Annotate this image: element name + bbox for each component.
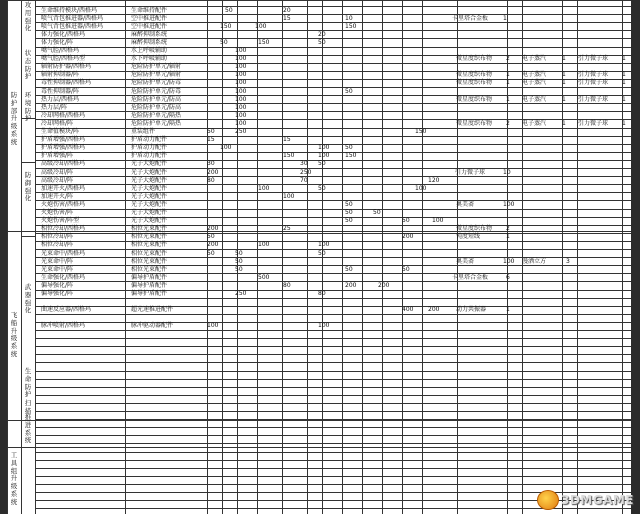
- material-value: 1: [506, 79, 510, 87]
- item-part: 光子大炮配件: [131, 168, 168, 176]
- material-value: 引力微子球: [578, 119, 609, 127]
- item-name: 高级冷却/阵: [41, 168, 74, 176]
- material-value: 动力共振器: [456, 306, 487, 314]
- material-value: 15: [283, 14, 291, 22]
- grid-col-line: [342, 0, 343, 514]
- material-value: 200: [207, 241, 219, 249]
- material-value: 120: [428, 176, 440, 184]
- material-value: 2: [506, 225, 510, 233]
- item-name: 生命强化/西格玛: [41, 273, 86, 281]
- material-value: 100: [235, 111, 247, 119]
- item-part: 光子大炮配件: [131, 160, 168, 168]
- item-name: 相位冷却/阵: [41, 233, 74, 241]
- material-value: 50: [318, 38, 326, 46]
- material-value: 微星度织布物: [456, 79, 493, 87]
- item-name: 脉冲喷射/西格玛: [41, 322, 86, 330]
- subsection-divider: [21, 236, 35, 237]
- item-part: 偏导护盾配件: [131, 273, 168, 281]
- section-divider: [7, 0, 631, 1]
- material-value: 1: [506, 71, 510, 79]
- grid-col-line: [207, 0, 208, 514]
- grid-col-line: [382, 0, 383, 514]
- material-value: 3: [566, 257, 570, 265]
- item-name: 喷气背包推进器/西格玛: [41, 14, 104, 22]
- material-value: 50: [345, 265, 353, 273]
- material-value: 100: [207, 322, 219, 330]
- item-part: 危险防护单元/防高: [131, 95, 182, 103]
- material-value: 400: [402, 306, 414, 314]
- material-value: 250: [300, 168, 312, 176]
- item-name: 护盾增强/阵: [41, 152, 74, 160]
- material-value: 50: [318, 249, 326, 257]
- material-value: 1: [506, 306, 510, 314]
- material-value: 20: [318, 30, 326, 38]
- material-value: 2: [506, 55, 510, 63]
- grid-col-line: [362, 0, 363, 514]
- grid-col-line: [422, 0, 423, 514]
- section-label-defense: 防护部升级系统: [10, 91, 18, 146]
- item-part: 麻醉抑制系统: [131, 30, 168, 38]
- material-value: 100: [318, 322, 330, 330]
- material-value: 100: [235, 63, 247, 71]
- material-value: 引力微子球: [578, 55, 609, 63]
- item-name: 嘴气腔/西格玛型: [41, 55, 86, 63]
- material-value: 微星度织布物: [456, 119, 493, 127]
- material-value: 100: [235, 55, 247, 63]
- item-name: 辐射抑制器/阵: [41, 71, 80, 79]
- material-value: 100: [258, 184, 270, 192]
- item-name: 相位冷却/西格玛: [41, 225, 86, 233]
- item-name: 加速开火/西格玛: [41, 184, 86, 192]
- material-value: 50: [207, 249, 215, 257]
- material-value: 100: [283, 192, 295, 200]
- item-part: 护盾动力配件: [131, 144, 168, 152]
- item-part: 麻醉抑制系统: [131, 38, 168, 46]
- material-value: 100: [258, 241, 270, 249]
- material-value: 50: [402, 265, 410, 273]
- material-value: 80: [283, 281, 291, 289]
- section-label-weapon: 武器强化: [24, 283, 32, 315]
- material-value: 漫洒立方: [522, 257, 547, 265]
- material-value: 引力微子球: [578, 71, 609, 79]
- material-value: 1: [562, 79, 566, 87]
- material-value: 50: [318, 184, 326, 192]
- material-value: 30: [300, 160, 308, 168]
- item-part: 光子大炮配件: [131, 200, 168, 208]
- item-name: 冷却网格/西格玛: [41, 111, 86, 119]
- item-name: 嘴气腔/西格玛: [41, 47, 80, 54]
- material-value: 50: [345, 87, 353, 95]
- item-name: 火炮伤害/西格玛: [41, 200, 86, 208]
- material-value: 50: [225, 6, 233, 14]
- item-part: 相位光束配件: [131, 233, 168, 241]
- material-value: 引力微子球: [578, 79, 609, 87]
- item-part: 危险防护单元/辐射: [131, 63, 182, 71]
- material-value: 卡里塔合金板: [452, 14, 489, 22]
- material-value: 电子蒸汽: [522, 71, 547, 79]
- material-value: 钝度短线: [456, 233, 481, 241]
- item-part: 危险防护单元/防毒: [131, 87, 182, 95]
- material-value: 1: [622, 79, 626, 87]
- material-value: 50: [345, 217, 353, 225]
- item-part: 危险防护单元/防高: [131, 103, 182, 111]
- material-value: 100: [255, 22, 267, 30]
- material-value: 1: [562, 71, 566, 79]
- item-name: 毒性抑制器/西格玛: [41, 79, 92, 87]
- item-part: 相位光束配件: [131, 257, 168, 265]
- material-value: 150: [345, 152, 357, 160]
- item-part: 光子大炮配件: [131, 217, 168, 225]
- material-value: 1: [503, 14, 507, 22]
- grid-col-line: [35, 0, 36, 514]
- material-value: 奥美斋: [456, 257, 475, 265]
- item-part: 偏导护盾配件: [131, 281, 168, 289]
- item-name: 毒性抑制器/阵: [41, 87, 80, 95]
- material-value: 200: [345, 281, 357, 289]
- section-divider: [7, 447, 631, 448]
- site-watermark: [537, 490, 634, 510]
- material-value: 50: [318, 160, 326, 168]
- material-value: 100: [318, 241, 330, 249]
- material-value: 奥美斋: [456, 200, 475, 208]
- material-value: 1: [506, 95, 510, 103]
- section-label-fly: 飞船升级系统: [10, 311, 18, 358]
- grid-col-line: [21, 0, 22, 514]
- material-value: 200: [207, 225, 219, 233]
- material-value: 100: [220, 144, 232, 152]
- item-part: 水上呼吸辅助: [131, 47, 168, 54]
- material-value: 50: [235, 249, 243, 257]
- subsection-divider: [21, 162, 35, 163]
- grid-col-line: [402, 0, 403, 514]
- material-value: 100: [318, 144, 330, 152]
- material-value: 25: [283, 225, 291, 233]
- material-value: 1: [622, 55, 626, 63]
- item-part: 护盾动力配件: [131, 136, 168, 144]
- material-value: 70: [300, 176, 308, 184]
- material-value: 100: [235, 87, 247, 95]
- material-value: 2: [506, 119, 510, 127]
- item-name: 热力层/西格玛: [41, 95, 80, 103]
- material-value: 50: [235, 257, 243, 265]
- item-part: 光子大炮配件: [131, 184, 168, 192]
- material-value: 微星度织布物: [456, 225, 493, 233]
- item-part: 重装组件: [131, 128, 156, 135]
- material-value: 150: [283, 152, 295, 160]
- section-divider: [7, 231, 631, 232]
- item-name: 体力强化/西格玛: [41, 30, 86, 38]
- item-name: 护盾增强/西格玛: [41, 136, 86, 144]
- material-value: 1: [622, 95, 626, 103]
- item-part: 危险防护单元/隔热: [131, 119, 182, 127]
- item-part: 超光速推进配件: [131, 306, 174, 314]
- material-value: 1: [622, 71, 626, 79]
- section-label-propel: 推进系统: [24, 413, 32, 445]
- item-name: 热力层/阵: [41, 103, 68, 111]
- item-name: 曲速反应器/西格玛: [41, 306, 92, 314]
- item-name: 体力强化/阵: [41, 38, 74, 46]
- material-value: 50: [402, 217, 410, 225]
- item-name: 生命值模块/阵: [41, 128, 80, 135]
- material-value: 15: [207, 136, 215, 144]
- material-value: 微星度织布物: [456, 71, 493, 79]
- item-name: 火炮伤害/阵: [41, 209, 74, 216]
- item-part: 相位光束配件: [131, 249, 168, 257]
- item-part: 光子大炮配件: [131, 176, 168, 184]
- material-value: 微星度织布物: [456, 95, 493, 103]
- material-value: 1: [622, 119, 626, 127]
- material-value: 200: [428, 306, 440, 314]
- material-value: 500: [258, 273, 270, 281]
- item-name: 高级冷却/阵: [41, 176, 74, 184]
- material-value: 10: [345, 14, 353, 22]
- item-part: 相位光束配件: [131, 265, 168, 273]
- item-name: 护盾增强/西格玛: [41, 144, 86, 152]
- item-name: 相位冷却/阵: [41, 241, 74, 249]
- material-value: 100: [415, 184, 427, 192]
- section-label-attack: 攻用强化: [24, 1, 32, 33]
- material-value: 50: [345, 209, 353, 216]
- section-label-status: 状态防护: [24, 49, 32, 81]
- item-part: 危险防护单元/辐射: [131, 71, 182, 79]
- material-value: 200: [378, 281, 390, 289]
- material-value: 100: [235, 47, 247, 54]
- watermark-text: 3DMGAME: [560, 493, 634, 507]
- material-value: 100: [235, 119, 247, 127]
- material-value: 30: [207, 160, 215, 168]
- material-value: 15: [283, 136, 291, 144]
- item-name: 生命维持模块/西格玛: [41, 6, 98, 14]
- material-value: 100: [503, 257, 515, 265]
- material-value: 50: [207, 128, 215, 135]
- material-value: 150: [415, 128, 427, 135]
- material-value: 卡里塔合金板: [452, 273, 489, 281]
- material-value: 80: [207, 176, 215, 184]
- item-name: 光束命中/阵: [41, 257, 74, 265]
- item-name: 偏导强化/阵: [41, 281, 74, 289]
- material-value: 100: [235, 71, 247, 79]
- material-value: 150: [258, 38, 270, 46]
- material-value: 50: [235, 265, 243, 273]
- grid-col-line: [222, 0, 223, 514]
- item-part: 水下呼吸辅助: [131, 55, 168, 63]
- material-value: 100: [235, 103, 247, 111]
- material-value: 1: [562, 119, 566, 127]
- material-value: 100: [235, 79, 247, 87]
- section-label-tools: 工具组升级系统: [10, 451, 18, 506]
- upgrade-materials-table: [7, 0, 631, 514]
- material-value: 电子蒸汽: [522, 95, 547, 103]
- item-name: 辐射防护器/西格玛: [41, 63, 92, 71]
- grid-col-line: [282, 0, 283, 514]
- section-divider: [7, 420, 631, 421]
- material-value: 250: [235, 128, 247, 135]
- item-part: 脉冲驱动器配件: [131, 322, 174, 330]
- item-part: 相位光束配件: [131, 225, 168, 233]
- item-part: 光子大炮配件: [131, 192, 168, 200]
- item-name: 高级冷却/西格玛: [41, 160, 86, 168]
- item-part: 护盾动力配件: [131, 152, 168, 160]
- grid-col-line: [307, 0, 308, 514]
- material-value: 50: [207, 233, 215, 241]
- item-part: 生命维持配件: [131, 6, 168, 14]
- section-label-life: 生命防护: [24, 367, 32, 399]
- grid-col-line: [322, 0, 323, 514]
- material-value: 50: [345, 200, 353, 208]
- material-value: 150: [345, 22, 357, 30]
- material-value: 100: [318, 152, 330, 160]
- material-value: 1: [506, 233, 510, 241]
- item-part: 空中推进配件: [131, 22, 168, 30]
- material-value: 150: [220, 22, 232, 30]
- material-value: 20: [283, 6, 291, 14]
- item-part: 偏导护盾配件: [131, 290, 168, 297]
- material-value: 10: [503, 168, 511, 176]
- material-value: 200: [207, 168, 219, 176]
- material-value: 50: [373, 209, 381, 216]
- grid-col-line: [125, 0, 126, 514]
- item-name: 偏导强化/阵: [41, 290, 74, 297]
- material-value: 电子蒸汽: [522, 119, 547, 127]
- item-name: 加速开火/阵: [41, 192, 74, 200]
- item-name: 光束命中/阵: [41, 265, 74, 273]
- item-name: 火炮伤害/阵型: [41, 217, 80, 225]
- material-value: 50: [345, 144, 353, 152]
- material-value: 50: [220, 38, 228, 46]
- item-part: 危险防护单元/防毒: [131, 79, 182, 87]
- watermark-logo-icon: [537, 490, 559, 510]
- material-value: 电子蒸汽: [522, 55, 547, 63]
- item-part: 相位光束配件: [131, 241, 168, 249]
- section-label-env: 环境防护: [24, 91, 32, 123]
- material-value: 微星度织布物: [456, 55, 493, 63]
- grid-col-line: [257, 0, 258, 514]
- material-value: 100: [432, 217, 444, 225]
- item-part: 光子大炮配件: [131, 209, 168, 216]
- section-label-defstr: 防御强化: [24, 171, 32, 203]
- item-name: 喷气背包推进器/西格玛: [41, 22, 104, 30]
- item-part: 空中推进配件: [131, 14, 168, 22]
- section-label-scan: 扫描: [24, 399, 32, 415]
- material-value: 6: [506, 273, 510, 281]
- item-name: 光束命中/西格玛: [41, 249, 86, 257]
- material-value: 200: [402, 233, 414, 241]
- material-value: 引力微子球: [455, 168, 486, 176]
- material-value: 100: [235, 95, 247, 103]
- material-value: 1: [562, 95, 566, 103]
- material-value: 250: [235, 290, 247, 297]
- material-value: 80: [318, 290, 326, 297]
- material-value: 1: [562, 55, 566, 63]
- material-value: 引力微子球: [578, 95, 609, 103]
- item-name: 冷却网格/阵: [41, 119, 74, 127]
- grid-col-line: [7, 0, 8, 514]
- material-value: 100: [503, 200, 515, 208]
- item-part: 危险防护单元/隔热: [131, 111, 182, 119]
- material-value: 电子蒸汽: [522, 79, 547, 87]
